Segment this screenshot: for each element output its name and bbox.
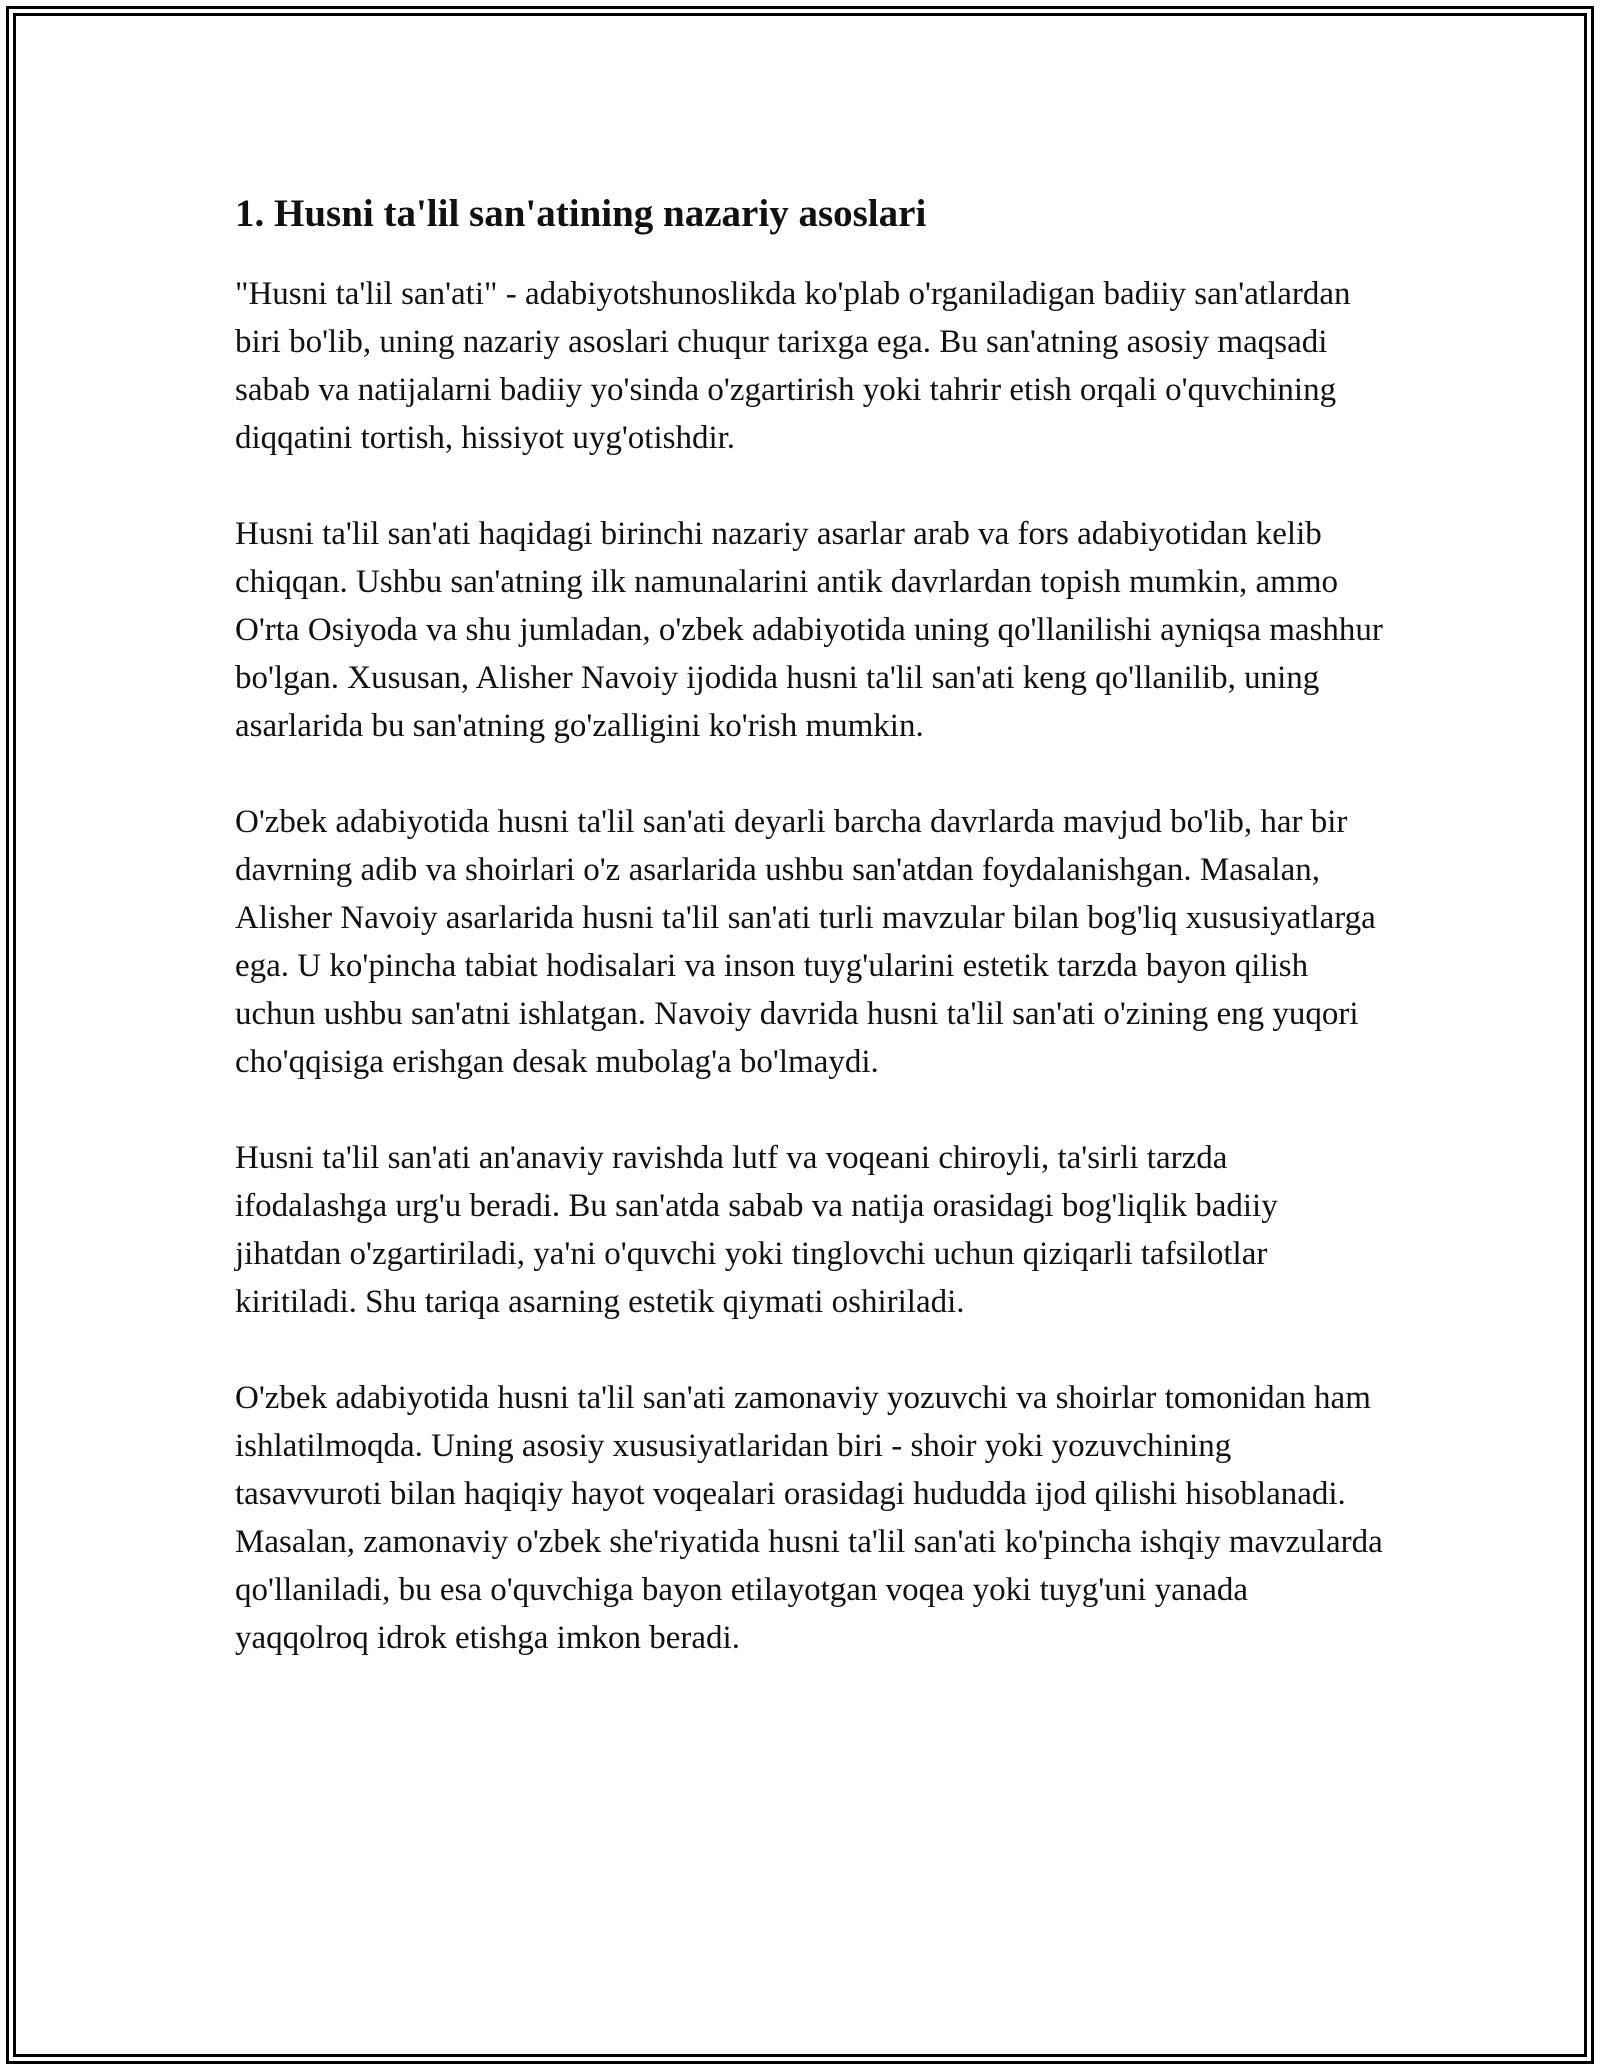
section-title: 1. Husni ta'lil san'atining nazariy asoslari xyxy=(235,192,927,235)
paragraph-3: O'zbek adabiyotida husni ta'lil san'ati deyarli barcha davrlarda mavjud bo'lib, har bir davrning adib va shoirlari o'z asarlarida ushbu san'atdan foydalanishgan. Masalan, Alisher Navoiy asarlarida husni ta'lil san'ati turli mavzular bilan bog'liq xususiyatlarga ega. U ko'pincha tabiat hodisalari va inson tuyg'ularini estetik tarzda bayon qilish uchun ushbu san'atni ishlatgan. Navoiy davrida husni ta'lil san'ati o'zining eng yuqori cho'qqisiga erishgan desak mubolag'a bo'lmaydi. xyxy=(235,804,1376,1080)
document-body xyxy=(235,182,1385,1710)
paragraph-4: Husni ta'lil san'ati an'anaviy ravishda lutf va voqeani chiroyli, ta'sirli tarzda ifodalashga urg'u beradi. Bu san'atda sabab va natija orasidagi bog'liqlik badiiy jihatdan o'zgartiriladi, ya'ni o'quvchi yoki tinglovchi uchun qiziqarli tafsilotlar kiritiladi. Shu tariqa asarning estetik qiymati oshiriladi. xyxy=(235,1140,1278,1320)
paragraph-1: "Husni ta'lil san'ati" - adabiyotshunoslikda ko'plab o'rganiladigan badiiy san'atlardan biri bo'lib, uning nazariy asoslari chuqur tarixga ega. Bu san'atning asosiy maqsadi sabab va natijalarni badiiy yo'sinda o'zgartirish yoki tahrir etish orqali o'quvchining diqqatini tortish, hissiyot uyg'otishdir. xyxy=(235,276,1351,456)
paragraph-5: O'zbek adabiyotida husni ta'lil san'ati zamonaviy yozuvchi va shoirlar tomonidan ham ishlatilmoqda. Uning asosiy xususiyatlaridan biri - shoir yoki yozuvchining tasavvuroti bilan haqiqiy hayot voqealari orasidagi hududda ijod qilishi hisoblanadi. Masalan, zamonaviy o'zbek she'riyatida husni ta'lil san'ati ko'pincha ishqiy mavzularda qo'llaniladi, bu esa o'quvchiga bayon etilayotgan voqea yoki tuyg'uni yanada yaqqolroq idrok etishga imkon beradi. xyxy=(235,1380,1383,1656)
paragraph-2: Husni ta'lil san'ati haqidagi birinchi nazariy asarlar arab va fors adabiyotidan kelib chiqqan. Ushbu san'atning ilk namunalarini antik davrlardan topish mumkin, ammo O'rta Osiyoda va shu jumladan, o'zbek adabiyotida uning qo'llanilishi ayniqsa mashhur bo'lgan. Xususan, Alisher Navoiy ijodida husni ta'lil san'ati keng qo'llanilib, uning asarlarida bu san'atning go'zalligini ko'rish mumkin. xyxy=(235,516,1383,744)
